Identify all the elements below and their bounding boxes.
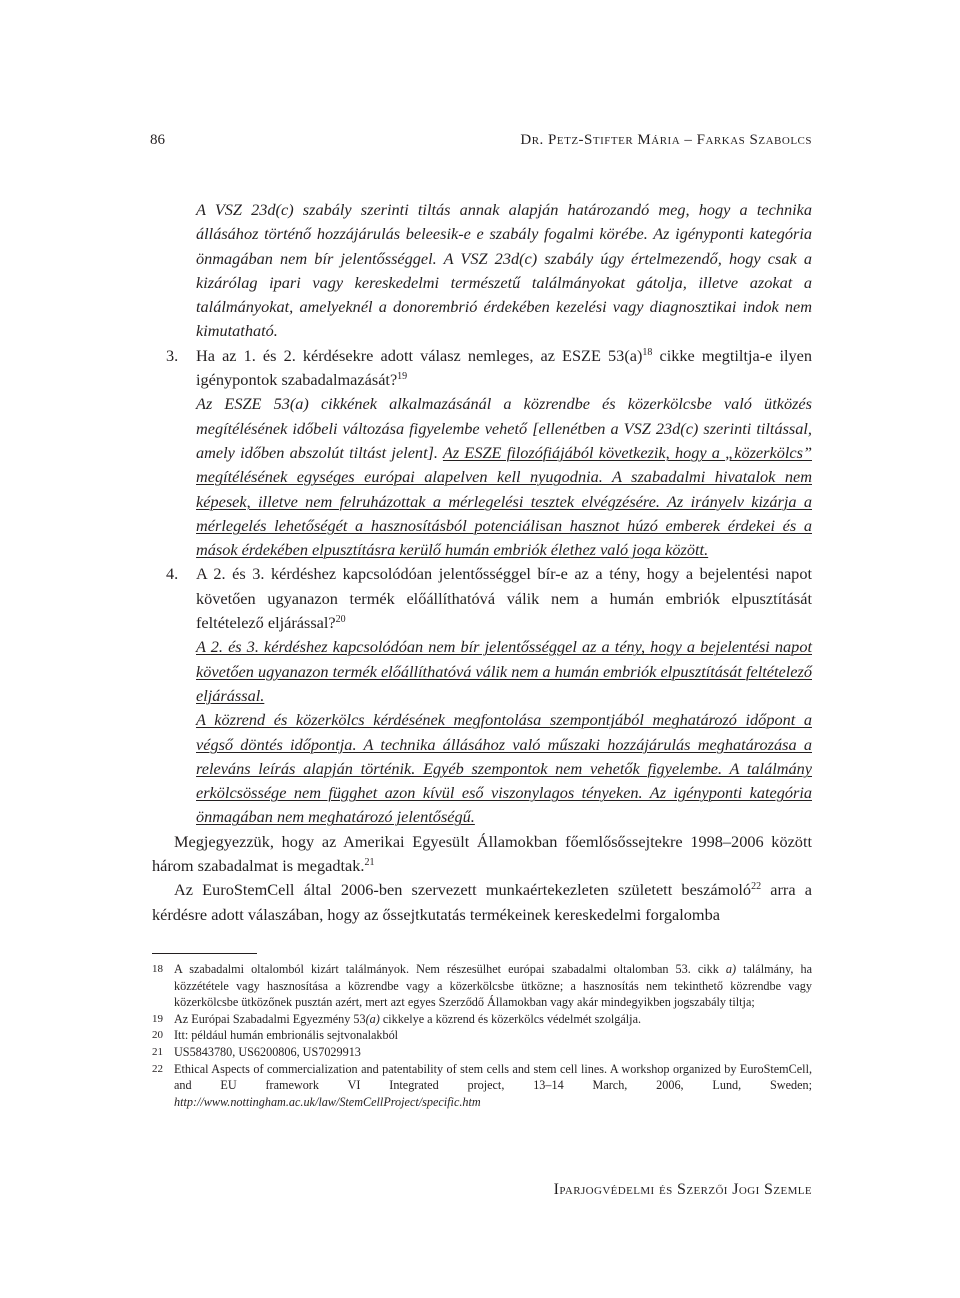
footnote-divider [152,953,257,954]
footnote-ref-21[interactable]: 21 [364,857,375,869]
list-item-4 [166,562,812,829]
paragraph-1: Megjegyezzük, hogy az Amerikai Egyesült Államokban főemlősőssejtekre 1998–2006 között három szabadalmat is megadtak.$^{21}$ [152,831,812,876]
running-head: Dr. Petz-Stifter Mária – Farkas Szabolcs [520,132,812,148]
footnote-ref-18[interactable]: 18 [642,346,653,358]
footnote-21: 21 US5843780, US6200806, US7029913 [152,1044,361,1059]
question-4: A 2. és 3. kérdéshez kapcsolódóan jelentősséggel bír-e az a tény, hogy a bejelentési napot követően ugyanazon termék előállíthatóvá válik nem a humán embriók elpusztítását feltételező eljárással?$^{20}$ [196,564,812,633]
journal-footer: Iparjogvédelmi és Szerzői Jogi Szemle [553,1181,812,1198]
footnote-ref-20[interactable]: 20 [335,614,346,626]
answer-4-1: A 2. és 3. kérdéshez kapcsolódóan nem bír jelentősséggel az a tény, hogy a bejelentési napot követően ugyanazon termék előállíthatóvá válik nem a humán embriók elpusztítását feltételező eljárással. [196,637,812,705]
question-3: Ha az 1. és 2. kérdésekre adott válasz nemleges, az ESZE $53(a)^{18}$ cikke megtiltja-e ilyen igénypontok szabadalmazását?$^{19}$ [196,345,813,390]
footnote-18: 18 A szabadalmi oltalomból kizárt találmányok. Nem részesülhet európai szabadalmi oltalomban 53. cikk a) találmány, ha közzététele vagy hasznosítása a közrendbe vagy a közerkölcsbe ütközne; a hasznosítás nem tekinthető közrendbe vagy közerkölcsbe ütközőnek pusztán azért, mert azt egyes Szerződő Államokban vagy akár mindegyikben jogszabály tiltja; [152,962,812,1010]
footnote-22: 22 Ethical Aspects of commercialization and patentability of stem cells and stem cell lines. A workshop organized by EuroStemCell, and EU framework VI Integrated project, 13–14 March, 2006, Lund, Sweden; http://www.nottingham.ac.uk/law/StemCellProject/specific.htm [152,1061,812,1109]
footnote-19: 19 Az Európai Szabadalmi Egyezmény 53(a) cikkelye a közrend és közerkölcs védelmét szolgálja. [152,1011,642,1026]
page-number: 86 [150,132,165,148]
footnote-link[interactable]: http://www.nottingham.ac.uk/law/StemCellProject/specific.htm [174,1094,481,1109]
main-text [152,198,812,927]
list-item-number: 3. [166,345,179,365]
footnote-ref-19[interactable]: 19 [397,371,408,383]
footnote-20: 20 Itt: például humán embrionális sejtvonalakból [152,1028,399,1043]
footnote-ref-22[interactable]: 22 [751,881,762,893]
answer-3: Az ESZE 53(a) cikkének alkalmazásánál a közrendbe és közerkölcsbe való ütközés megítélésének időbeli változása figyelembe vehető [ellenétben a VSZ 23d(c) szerinti tiltással, amely időben abszolút tiltást jelent]. Az ESZE filozófiájából következik, hogy a „közerkölcs” megítélésének egységes európai alapelven kell nyugodnia. A szabadalmi hivatalok nem képesek, illetve nem felruházottak a mérlegelési tesztek elvégzésére. Az irányelv kizárja a mérlegelés lehetőségét a hasznosításból potenciálisan hasznot húzó emberek érdekei és a mások érdekében elpusztításra kerülő humán embriók élethez való joga között. [196,394,812,560]
list-item-3 [166,344,813,563]
footnotes [152,961,812,1110]
answer-4-2: A közrend és közerkölcs kérdésének megfontolása szempontjából meghatározó időpont a végső döntés időpontja. A technika állásához való műszaki hozzájárulás meghatározása a releváns leírás alapján történik. Egyéb szempontok nem vehetők figyelembe. A találmány erkölcsössége nem függhet azon kívül eső viszonylagos tényeken. Az igényponti kategória önmagában nem meghatározó jelentőségű. [196,710,812,827]
list-item-number: 4. [166,564,179,584]
quote-block: A VSZ 23d(c) szabály szerinti tiltás annak alapján határozandó meg, hogy a technika állásához történő hozzájárulás beleesik-e e szabály fogalmi körébe. Az igényponti kategória önmagában nem bír jelentősséggel. A VSZ 23d(c) szabály úgy értelmezendő, hogy csak a kizárólag ipari vagy kereskedelmi természetű találmányokat gátolja, illetve azokat a találmányokat, amelyeknél a donorembrió érdekében kezelési vagy diagnosztikai indok nem kimutatható. [196,200,812,341]
paragraph-2: Az EuroStemCell által 2006-ben szervezett munkaértekezleten született beszámoló$^{22}$ arra a kérdésre adott válaszában, hogy az őssejtkutatás termékeinek kereskedelmi forgalomba [152,880,812,924]
